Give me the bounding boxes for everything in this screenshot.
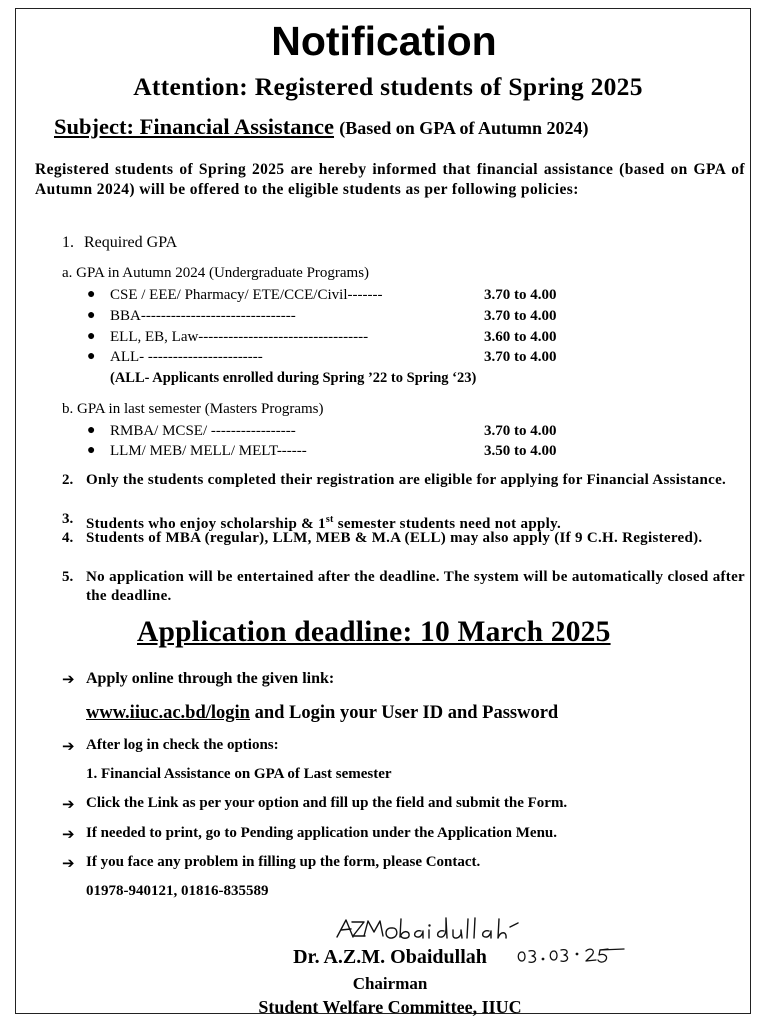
required-gpa-label: Required GPA bbox=[84, 234, 178, 251]
application-deadline: Application deadline: 10 March 2025 bbox=[137, 616, 611, 648]
login-line-suffix: and Login your User ID and Password bbox=[249, 703, 559, 723]
policy-text: Students who enjoy scholarship & 1st semester students need not apply. bbox=[86, 514, 562, 532]
print-text: If needed to print, go to Pending application under the Application Menu. bbox=[86, 825, 558, 841]
right-arrow-icon: ➔ bbox=[62, 854, 75, 872]
policy-number: 4. bbox=[62, 530, 74, 546]
signatory-name: Dr. A.Z.M. Obaidullah bbox=[293, 946, 487, 968]
subject-line bbox=[54, 114, 588, 140]
bullet-icon: ● bbox=[87, 308, 96, 323]
required-gpa-heading bbox=[62, 234, 177, 252]
login-line bbox=[86, 703, 558, 724]
attention-line: Attention: Registered students of Spring 2025 bbox=[133, 72, 643, 101]
policy-text: No application will be entertained after the deadline. The system will be automatically closed after the deadline. bbox=[86, 569, 745, 604]
undergrad-heading: a. GPA in Autumn 2024 (Undergraduate Programs) bbox=[62, 265, 370, 281]
contact-numbers: 01978-940121, 01816-835589 bbox=[86, 883, 269, 899]
bullet-icon: ● bbox=[87, 349, 96, 364]
masters-gpa: 3.50 to 4.00 bbox=[484, 443, 557, 459]
login-link[interactable]: www.iiuc.ac.bd/login bbox=[86, 703, 250, 723]
undergrad-program: ALL- ----------------------- bbox=[110, 349, 263, 365]
click-link-text: Click the Link as per your option and fill up the field and submit the Form. bbox=[86, 795, 568, 811]
bullet-icon: ● bbox=[87, 287, 96, 302]
undergrad-program: ELL, EB, Law---------------------------------- bbox=[110, 329, 369, 345]
policy-number: 5. bbox=[62, 569, 74, 585]
right-arrow-icon: ➔ bbox=[62, 825, 75, 843]
signatory-committee: Student Welfare Committee, IIUC bbox=[258, 997, 522, 1017]
masters-gpa: 3.70 to 4.00 bbox=[484, 423, 557, 439]
undergrad-gpa: 3.70 to 4.00 bbox=[484, 308, 557, 324]
right-arrow-icon: ➔ bbox=[62, 737, 75, 755]
intro-paragraph: Registered students of Spring 2025 are hereby informed that financial assistance (based on GPA of Autumn 2024) will be offered to the eligible students as per following policies: bbox=[35, 161, 745, 198]
option-one: 1. Financial Assistance on GPA of Last semester bbox=[86, 766, 392, 782]
masters-heading: b. GPA in last semester (Masters Programs) bbox=[62, 401, 324, 417]
signatory-role: Chairman bbox=[352, 974, 428, 993]
bullet-icon: ● bbox=[87, 443, 96, 458]
right-arrow-icon: ➔ bbox=[62, 670, 75, 688]
policy-number: 1. bbox=[62, 234, 74, 251]
subject-lead: Subject: Financial Assistance bbox=[54, 114, 335, 139]
undergrad-program: BBA------------------------------- bbox=[110, 308, 296, 324]
policy-item bbox=[62, 568, 745, 606]
subject-note: (Based on GPA of Autumn 2024) bbox=[339, 118, 589, 138]
apply-online-text: Apply online through the given link: bbox=[86, 670, 335, 687]
policy-item bbox=[62, 529, 745, 548]
masters-program: LLM/ MEB/ MELL/ MELT------ bbox=[110, 443, 307, 459]
handwritten-signature bbox=[334, 915, 524, 949]
policy-number: 2. bbox=[62, 472, 74, 488]
undergrad-note: (ALL- Applicants enrolled during Spring ’22 to Spring ‘23) bbox=[110, 370, 477, 386]
policy-item bbox=[62, 471, 745, 490]
policy-text: Only the students completed their registration are eligible for applying for Financial Assistance. bbox=[86, 472, 727, 488]
bullet-icon: ● bbox=[87, 329, 96, 344]
undergrad-gpa: 3.70 to 4.00 bbox=[484, 287, 557, 303]
after-login-text: After log in check the options: bbox=[86, 737, 279, 753]
policy-text: Students of MBA (regular), LLM, MEB & M.A (ELL) may also apply (If 9 C.H. Registered). bbox=[86, 530, 703, 546]
masters-program: RMBA/ MCSE/ ----------------- bbox=[110, 423, 296, 439]
policy-number: 3. bbox=[62, 511, 74, 527]
right-arrow-icon: ➔ bbox=[62, 795, 75, 813]
problem-text: If you face any problem in filling up the form, please Contact. bbox=[86, 854, 481, 870]
undergrad-gpa: 3.70 to 4.00 bbox=[484, 349, 557, 365]
undergrad-program: CSE / EEE/ Pharmacy/ ETE/CCE/Civil------- bbox=[110, 287, 383, 303]
undergrad-gpa: 3.60 to 4.00 bbox=[484, 329, 557, 345]
page-title: Notification bbox=[271, 18, 497, 64]
bullet-icon: ● bbox=[87, 423, 96, 438]
